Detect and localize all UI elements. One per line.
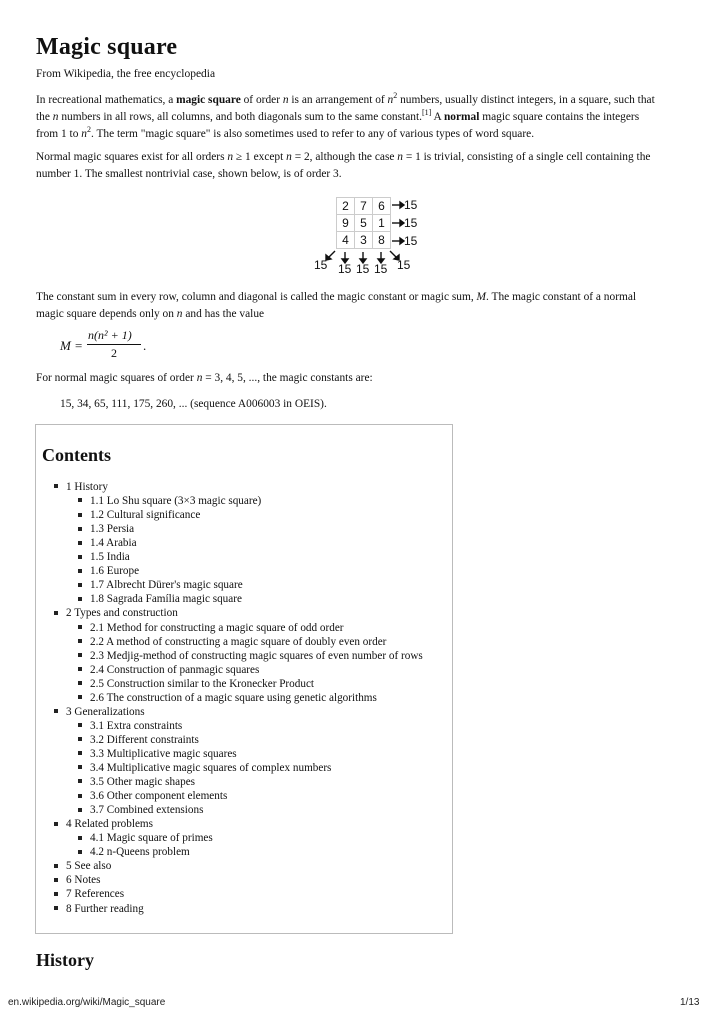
bullet-icon (54, 822, 58, 826)
formula-numerator: n(n² + 1) (88, 328, 132, 342)
bullet-icon (78, 555, 82, 559)
toc-item-label: 1.3 Persia (90, 523, 135, 536)
bullet-icon (78, 695, 82, 699)
bullet-icon (54, 878, 58, 882)
row-sum: 15 (404, 234, 418, 248)
bullet-icon (78, 723, 82, 727)
cell: 5 (355, 215, 373, 232)
footer-page-number: 1/13 (680, 997, 700, 1008)
bullet-icon (54, 709, 58, 713)
toc-item[interactable] (78, 509, 200, 521)
cell: 1 (373, 215, 391, 232)
toc-item[interactable] (78, 495, 261, 507)
cell: 7 (355, 198, 373, 215)
toc-item-label: 4.1 Magic square of primes (90, 832, 213, 845)
toc-item[interactable] (78, 523, 134, 535)
bullet-icon (78, 737, 82, 741)
fraction-bar (87, 344, 141, 345)
toc-item-label: 2.4 Construction of panmagic squares (90, 663, 260, 676)
toc-item[interactable] (78, 537, 137, 549)
col-sum: 15 (356, 262, 370, 276)
toc-item[interactable] (78, 551, 130, 563)
toc-item[interactable] (78, 790, 227, 802)
formula-denominator: 2 (111, 346, 117, 360)
toc-item-label: 1.7 Albrecht Dürer's magic square (90, 579, 243, 592)
intro-paragraph: In recreational mathematics, a magic square of order n is an arrangement of $n^2$ numbers, usually distinct integers, in a square, such that the n numbers in all rows, all columns, and both diagonals sum to the same constant.[1] A normal magic square contains the integers from 1 to $n^2$. The term "magic square" is also sometimes used to refer to any of various types of word square. (36, 91, 655, 140)
cell: 9 (337, 215, 355, 232)
toc-item[interactable] (78, 804, 203, 816)
toc-item-label: 1 History (66, 481, 108, 493)
toc-item-label: 6 Notes (66, 874, 101, 887)
bullet-icon (78, 808, 82, 812)
toc-item-label: 3.1 Extra constraints (90, 719, 183, 732)
toc-item[interactable] (54, 607, 178, 619)
bullet-icon (78, 779, 82, 783)
footer-url: en.wikipedia.org/wiki/Magic_square (8, 997, 166, 1008)
toc-item[interactable] (78, 832, 213, 844)
magic-constant-paragraph: The constant sum in every row, column and diagonal is called the magic constant or magic sum, M. The magic constant of a normal magic square depends only on n and has the value (36, 291, 637, 320)
bullet-icon (78, 541, 82, 545)
toc-item-label: 4.2 n-Queens problem (90, 846, 190, 859)
toc-item[interactable] (54, 706, 145, 718)
formula-period: . (143, 338, 147, 353)
toc-item[interactable] (78, 579, 243, 591)
toc-item[interactable] (54, 860, 111, 872)
toc-item-label: 3.4 Multiplicative magic squares of complex numbers (90, 762, 332, 774)
bullet-icon (54, 864, 58, 868)
col-sum: 15 (338, 262, 352, 276)
toc-item-label: 2.2 A method of constructing a magic square of doubly even order (90, 635, 387, 648)
toc-item-label: 3.2 Different constraints (90, 733, 199, 746)
bullet-icon (78, 498, 82, 502)
toc-item-label: 2.6 The construction of a magic square using genetic algorithms (90, 691, 377, 704)
formula-lhs: M = (60, 338, 83, 353)
bullet-icon (54, 611, 58, 615)
cell: 3 (355, 232, 373, 249)
constants-paragraph: For normal magic squares of order n = 3, 4, 5, ..., the magic constants are: (36, 372, 373, 384)
bullet-icon (78, 639, 82, 643)
bullet-icon (78, 667, 82, 671)
toc-item[interactable] (78, 748, 237, 760)
toc-item[interactable] (78, 678, 314, 690)
toc-item-label: 3.5 Other magic shapes (90, 776, 196, 789)
table-of-contents (35, 424, 453, 934)
toc-item-label: 3.7 Combined extensions (90, 804, 204, 817)
reference-link[interactable]: [1] (421, 108, 432, 118)
bullet-icon (78, 751, 82, 755)
cell: 8 (373, 232, 391, 249)
bullet-icon (78, 653, 82, 657)
diag-sum-left: 15 (314, 258, 328, 272)
toc-item-label: 1.8 Sagrada Família magic square (90, 593, 242, 606)
bullet-icon (78, 836, 82, 840)
toc-item-label: 1.6 Europe (90, 565, 140, 578)
toc-item-label: 2 Types and construction (66, 607, 178, 620)
toc-item[interactable] (78, 650, 423, 662)
toc-item[interactable] (78, 565, 139, 577)
toc-item[interactable] (78, 776, 195, 788)
toc-item-label: 1.2 Cultural significance (90, 509, 201, 522)
row-sum: 15 (404, 216, 418, 230)
toc-heading: Contents (42, 445, 112, 465)
toc-item-label: 2.1 Method for constructing a magic square of odd order (90, 621, 344, 634)
toc-item[interactable] (78, 734, 199, 746)
bullet-icon (78, 597, 82, 601)
page-subtitle: From Wikipedia, the free encyclopedia (36, 68, 216, 80)
toc-item[interactable] (78, 622, 344, 634)
toc-item[interactable] (78, 692, 377, 704)
toc-item-label: 3 Generalizations (66, 705, 145, 718)
toc-item-label: 1.1 Lo Shu square (3×3 magic square) (90, 495, 262, 508)
bullet-icon (78, 765, 82, 769)
toc-item[interactable] (54, 818, 153, 830)
col-sum: 15 (374, 262, 388, 276)
bullet-icon (78, 569, 82, 573)
toc-item-label: 2.3 Medjig-method of constructing magic squares of even number of rows (90, 649, 423, 662)
row-sum: 15 (404, 198, 418, 212)
toc-item[interactable] (54, 903, 144, 915)
toc-item-label: 3.6 Other component elements (90, 790, 228, 803)
bullet-icon (78, 794, 82, 798)
cell: 6 (373, 198, 391, 215)
toc-item-label: 1.5 India (90, 551, 130, 564)
toc-item-label: 2.5 Construction similar to the Kronecker Product (90, 677, 315, 690)
toc-item[interactable] (78, 720, 182, 732)
bullet-icon (78, 583, 82, 587)
bullet-icon (78, 513, 82, 517)
toc-item[interactable] (78, 846, 190, 858)
toc-item-label: 3.3 Multiplicative magic squares (90, 747, 237, 760)
bullet-icon (78, 681, 82, 685)
page-title: Magic square (36, 34, 178, 60)
toc-item[interactable] (54, 481, 108, 493)
section-heading-history: History (36, 950, 94, 970)
toc-item-label: 8 Further reading (66, 902, 144, 915)
bullet-icon (78, 850, 82, 854)
toc-item[interactable] (78, 762, 331, 774)
sequence-line: 15, 34, 65, 111, 175, 260, ... (sequence A006003 in OEIS). (60, 398, 327, 410)
toc-item[interactable] (78, 664, 259, 676)
toc-item-label: 5 See also (66, 860, 112, 873)
toc-item[interactable] (54, 874, 101, 886)
bullet-icon (54, 892, 58, 896)
toc-item-label: 7 References (66, 888, 125, 901)
cell: 2 (337, 198, 355, 215)
toc-item[interactable] (78, 593, 242, 605)
toc-item-label: 1.4 Arabia (90, 537, 137, 550)
orders-paragraph: Normal magic squares exist for all orders n ≥ 1 except n = 2, although the case n = 1 is trivial, consisting of a single cell containing the number 1. The smallest nontrivial case, shown below, is of order 3. (36, 151, 651, 180)
bullet-icon (78, 625, 82, 629)
cell: 4 (337, 232, 355, 249)
toc-item[interactable] (54, 888, 124, 900)
bullet-icon (54, 484, 58, 488)
toc-item-label: 4 Related problems (66, 818, 153, 831)
diag-sum-right: 15 (397, 258, 411, 272)
bullet-icon (54, 906, 58, 910)
bullet-icon (78, 527, 82, 531)
toc-item[interactable] (78, 636, 386, 648)
